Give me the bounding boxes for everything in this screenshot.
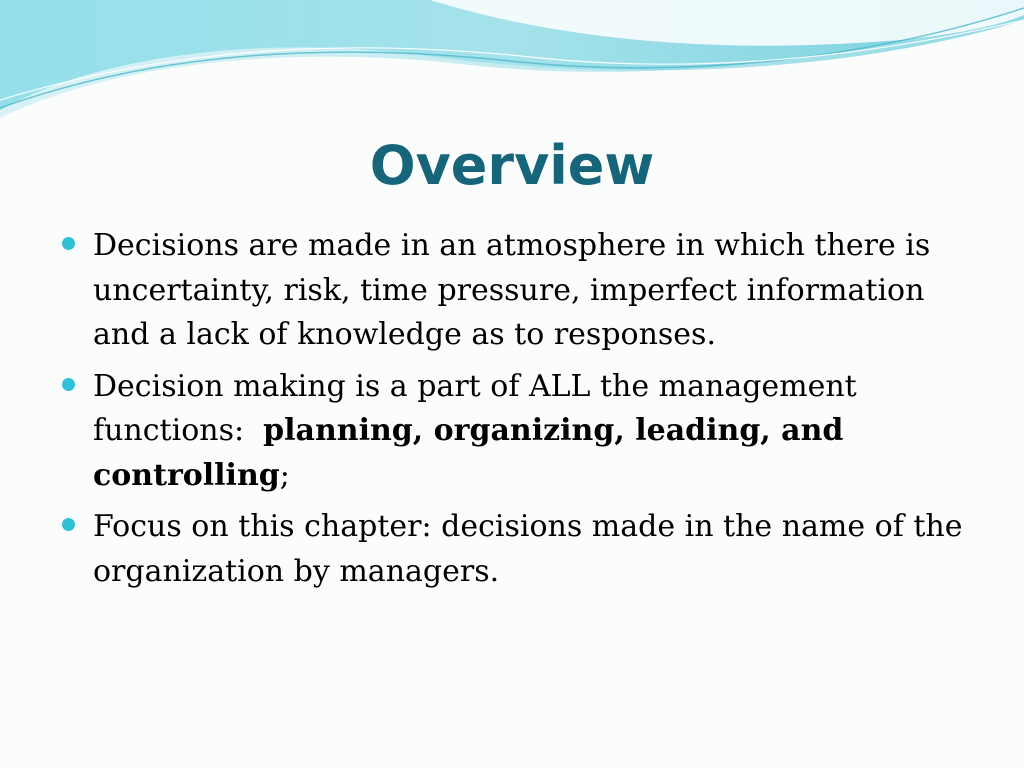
bullet-dot-icon [62, 237, 75, 250]
bullet-text-bold: planning, organizing, leading, and controlling [93, 413, 844, 493]
bullet-text: Focus on this chapter: decisions made in the name of the organization by managers. [93, 509, 963, 589]
bullet-list [62, 224, 972, 601]
bullet-dot-icon [62, 518, 75, 531]
bullet-text: Decisions are made in an atmosphere in which there is uncertainty, risk, time pressure, imperfect information and a lack of knowledge as to responses. [93, 228, 931, 352]
bullet-item [62, 224, 972, 358]
bullet-text-end: ; [279, 457, 290, 493]
bullet-item [62, 505, 972, 594]
bullet-text: Decision making is a part of ALL the management functions: [93, 368, 857, 448]
slide-title: Overview [369, 134, 655, 197]
decorative-wave-banner [0, 0, 1024, 130]
bullet-dot-icon [62, 378, 75, 391]
bullet-item [62, 365, 972, 499]
